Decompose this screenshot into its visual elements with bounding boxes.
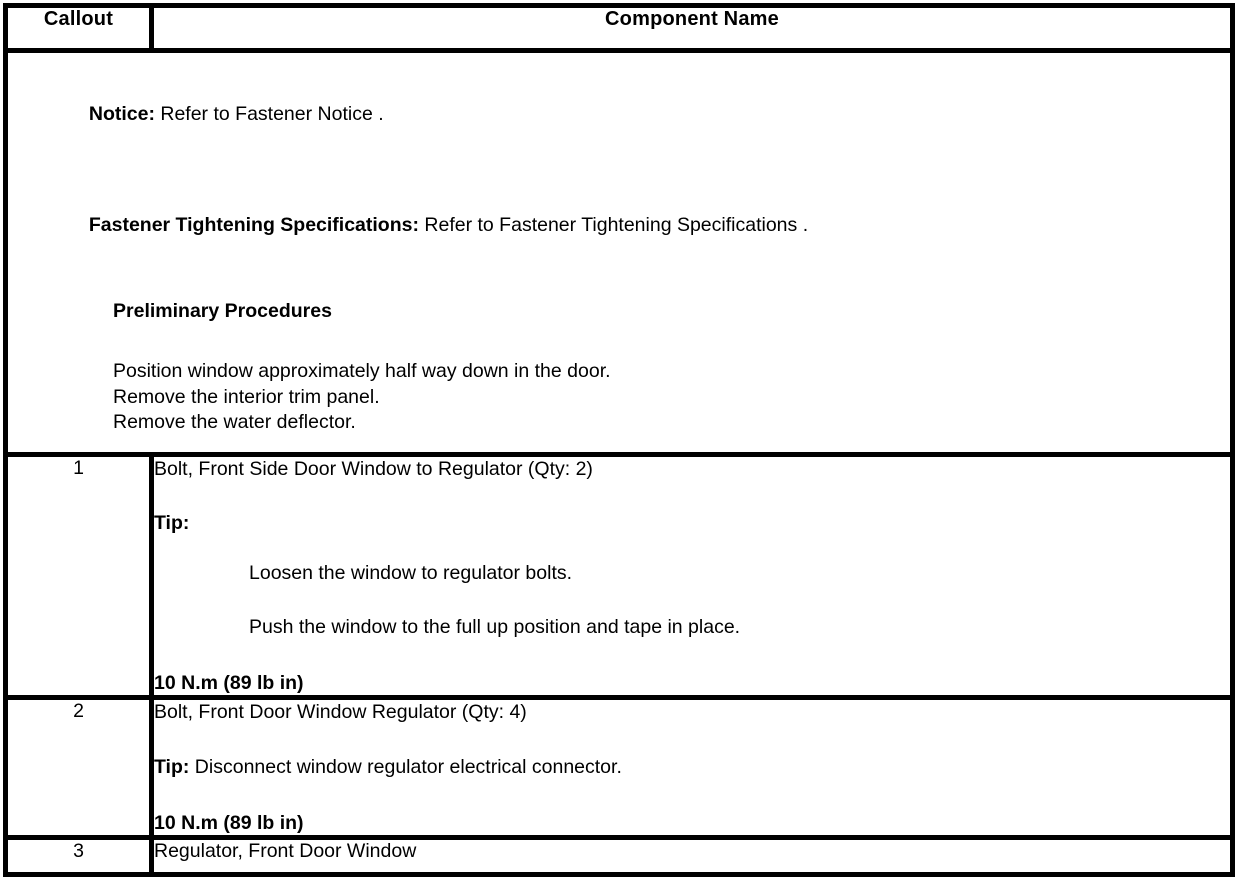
preamble-row xyxy=(6,51,1233,455)
component-description-cell xyxy=(152,698,1233,838)
fastener-spec-label: Fastener Tightening Specifications: xyxy=(88,214,419,237)
spacer xyxy=(154,725,1230,755)
component-name: Bolt, Front Side Door Window to Regulator (Qty: 2) xyxy=(154,457,593,480)
tip-label xyxy=(154,511,1230,535)
notice-text: Refer to Fastener Notice . xyxy=(154,102,384,125)
spacer xyxy=(154,779,1230,811)
column-header-component-name: Component Name xyxy=(152,6,1233,51)
component-description-cell xyxy=(152,837,1233,874)
preliminary-step: Remove the water deflector. xyxy=(113,411,356,434)
spacer xyxy=(154,639,1230,671)
preliminary-step: Remove the interior trim panel. xyxy=(113,385,380,408)
callout-number: 3 xyxy=(6,837,152,874)
table-row xyxy=(6,454,1233,698)
tip-line: Push the window to the full up position and tape in place. xyxy=(249,616,741,639)
torque-spec: 10 N.m (89 lb in) xyxy=(154,672,304,695)
table-row xyxy=(6,698,1233,838)
preliminary-step: Position window approximately half way down in the door. xyxy=(113,360,611,383)
table-row xyxy=(6,837,1233,874)
spacer xyxy=(154,535,1230,561)
component-description-cell xyxy=(152,454,1233,698)
spacer xyxy=(154,585,1230,615)
torque-spec: 10 N.m (89 lb in) xyxy=(154,811,304,834)
notice-line xyxy=(13,79,1220,150)
tip-line xyxy=(154,755,1230,779)
preliminary-steps-list xyxy=(113,359,1220,435)
table-header-row xyxy=(6,6,1233,51)
callout-number: 2 xyxy=(6,698,152,838)
fastener-spec-text: Refer to Fastener Tightening Specifications . xyxy=(418,214,809,237)
preliminary-procedures-heading: Preliminary Procedures xyxy=(113,299,332,322)
tip-label-text: Tip: xyxy=(154,511,190,534)
preamble-body xyxy=(8,53,1230,452)
procedure-table xyxy=(3,3,1235,877)
component-name: Bolt, Front Door Window Regulator (Qty: 4) xyxy=(154,701,527,724)
spacer xyxy=(154,481,1230,511)
callout-number: 1 xyxy=(6,454,152,698)
tip-line: Loosen the window to regulator bolts. xyxy=(249,561,573,584)
fastener-spec-line xyxy=(13,190,1220,261)
component-name: Regulator, Front Door Window xyxy=(154,839,417,862)
column-header-callout: Callout xyxy=(6,6,152,51)
tip-label-text: Tip: xyxy=(154,755,190,778)
spacer xyxy=(13,262,1220,300)
notice-label: Notice: xyxy=(88,102,155,125)
preamble-cell xyxy=(6,51,1233,455)
tip-text: Disconnect window regulator electrical connector. xyxy=(189,755,622,778)
